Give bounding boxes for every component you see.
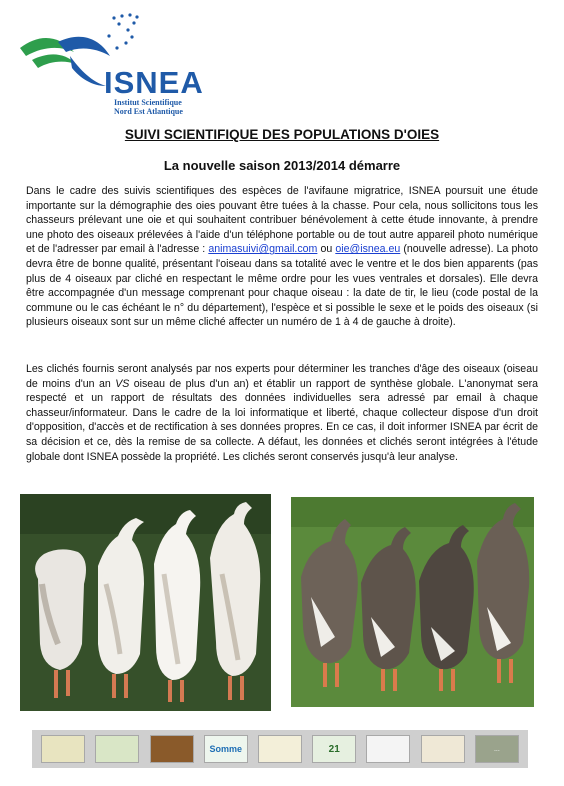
isnea-logo: [18, 12, 218, 122]
partner-logo-8: [421, 735, 465, 763]
paragraph-text: (nouvelle adresse). La photo devra être de bonne qualité, présentant l'oiseau dans sa totalité avec le ventre et le dos bien apparents (pas plus de 4 oiseaux par cliché en respectant le même ordre pour les vues ventrales et dorsales). Elle devra être accompagnée d'un message comprenant pour chaque oiseau : la date de tir, le lieu (code postal de la commune ou le cas échéant le n° du département), l'espèce et si possible le sexe et le poids des oiseaux (si plusieurs oiseaux sont sur un même cliché affecter un numéro de 1 à 4 de gauche à droite).: [26, 243, 539, 329]
partner-logo-6: [312, 735, 356, 763]
logo-wordmark: ISNEA: [104, 65, 204, 100]
logo-subtitle-line1: Institut Scientifique: [114, 98, 182, 107]
email-link-animasuivi[interactable]: animasuivi@gmail.com: [208, 243, 318, 256]
partner-logo-1: [41, 735, 85, 763]
paragraph-text: Les clichés fournis seront analysés par nos experts pour déterminer les tranches d'âge des oiseaux (oiseau de moins d'un an: [26, 363, 538, 390]
partner-logo-text: Somme: [209, 744, 243, 754]
partner-logos-strip: [32, 730, 528, 768]
versus-text: VS: [115, 377, 130, 390]
partner-logo-text: ...: [493, 745, 500, 753]
geese-ventral-illustration-icon: [20, 494, 271, 711]
partner-logo-9: [475, 735, 519, 763]
partner-logo-text: 21: [328, 743, 340, 755]
geese-dorsal-photo: [291, 497, 534, 707]
intro-paragraph: [26, 184, 538, 330]
page-title: SUIVI SCIENTIFIQUE DES POPULATIONS D'OIES: [124, 127, 440, 142]
partner-logo-2: [95, 735, 139, 763]
partner-logo-5: [258, 735, 302, 763]
partner-logo-7: [366, 735, 410, 763]
email-link-oie[interactable]: oie@isnea.eu: [335, 243, 401, 256]
paragraph-text: oiseau de plus d'un an) et établir un rapport de synthèse globale. L'anonymat sera respecté et un rapport de résultats des données individuelles sera adressé par email à chaque chasseur/informateur. Dans le cadre de la loi informatique et liberté, chaque collecteur dispose d'un droit d'opposition, d'accès et de rectification à ses données propres. En ce cas, il doit informer ISNEA par écrit de sa décision et ce, dès la remise de sa collecte. A défaut, les données et clichés seront intégrées à l'étude globale dont ISNEA possède la propriété. Les clichés seront conservés jusqu'à leur analyse.: [26, 377, 539, 463]
logo-subtitle: [114, 98, 183, 116]
partner-logo-3: [150, 735, 194, 763]
geese-dorsal-illustration-icon: [291, 497, 534, 707]
analysis-paragraph: [26, 362, 538, 464]
paragraph-text: ou: [317, 243, 336, 256]
geese-ventral-photo: [20, 494, 271, 711]
partner-logo-4: [204, 735, 248, 763]
logo-subtitle-line2: Nord Est Atlantique: [114, 107, 183, 116]
page-subtitle: La nouvelle saison 2013/2014 démarre: [163, 158, 401, 173]
paragraph-text: Dans le cadre des suivis scientifiques des espèces de l'avifaune migratrice, ISNEA poursuit une étude importante sur la démographie des oies pouvant être tuées à la chasse. Pour cela, nous sollicitons tous les chasseurs prélevant une oie et qui souhaitent contribuer bénévolement à cette étude innovante, à prendre une photo des oiseaux prélevées à l'aide d'un téléphone portable ou de tout autre appareil photo numérique et de l'adresser par email à l'adresse :: [26, 185, 538, 256]
